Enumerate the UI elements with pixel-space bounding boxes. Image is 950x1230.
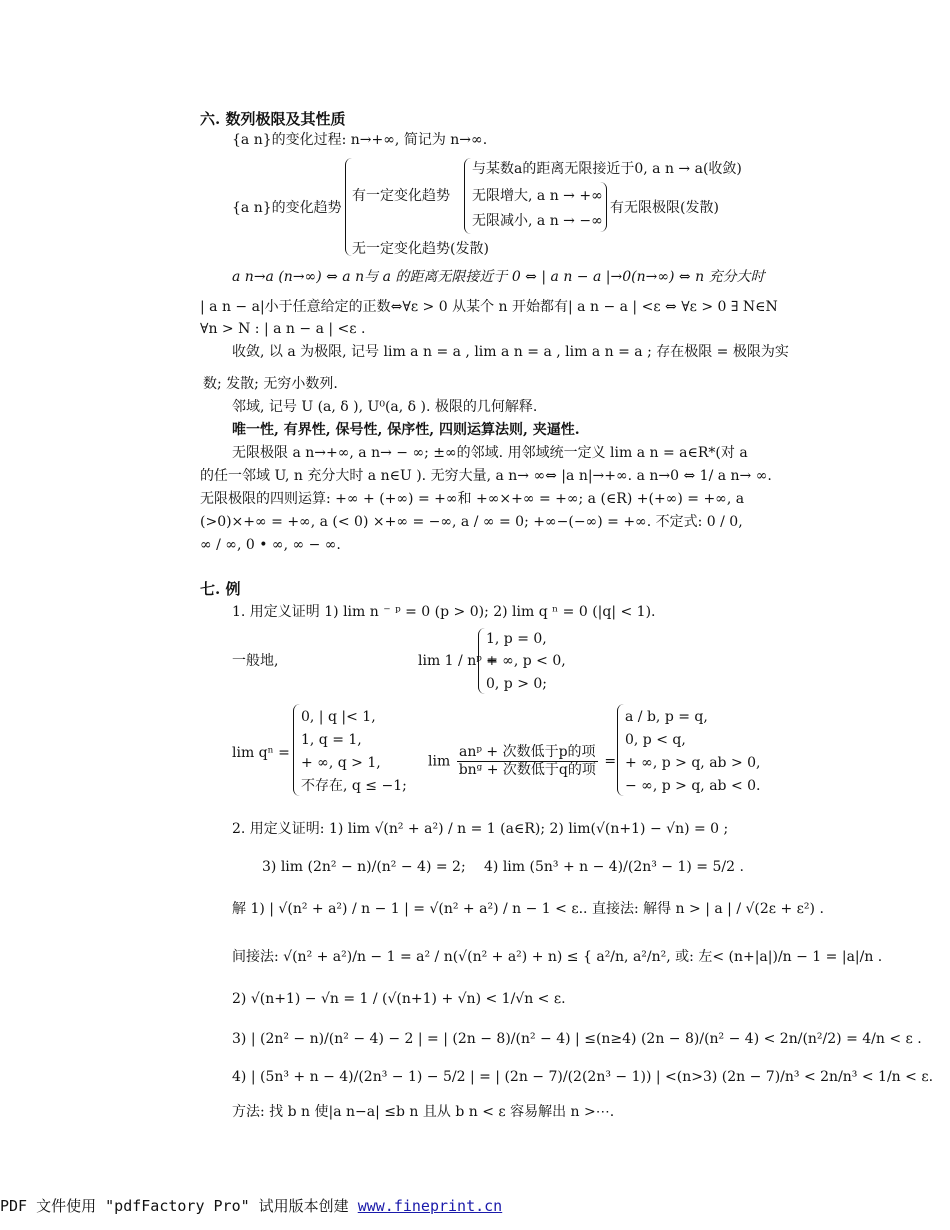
trend-label: {a n}的变化趋势: [232, 200, 342, 216]
example-2: 2. 用定义证明: 1) lim √(n² + a²) / n = 1 (a∈R); 2) lim(√(n+1) − √n) = 0 ;: [232, 821, 729, 837]
method-line: 方法: 找 b n 使|a n−a| ≤b n 且从 b n < ε 容易解出 n >⋯.: [232, 1104, 615, 1120]
lim-n-p-case-1: 1, p = 0,: [486, 631, 547, 647]
infinite-limit-line-4: (>0)×+∞ = +∞, a (< 0) ×+∞ = −∞, a / ∞ = 0; +∞−(−∞) = +∞. 不定式: 0 / 0,: [200, 514, 743, 530]
lim-rational-denominator: bnᵍ + 次数低于q的项: [458, 762, 596, 778]
definition-line-2: | a n − a|小于任意给定的正数⇔∀ε > 0 从某个 n 开始都有| a n − a | <ε ⇔ ∀ε > 0 ∃ N∈N: [200, 299, 778, 315]
definition-line-1: a n→a (n→∞) ⇔ a n与 a 的距离无限接近于 0 ⇔ | a n − a |→0(n→∞) ⇔ n 充分大时: [232, 269, 765, 285]
lim-rational-fraction: [457, 744, 598, 779]
properties-line: 唯一性, 有界性, 保号性, 保序性, 四则运算法则, 夹逼性.: [232, 422, 580, 438]
definition-line-3: ∀n > N : | a n − a | <ε .: [200, 321, 366, 337]
lim-q-lhs: lim qⁿ =: [232, 745, 290, 761]
lim-q-case-2: 1, q = 1,: [301, 732, 362, 748]
solution-indirect: 间接法: √(n² + a²)/n − 1 = a² / n(√(n² + a²) + n) ≤ { a²/n, a²/n², 或: 左< (n+|a|)/n − 1 = |a|/n .: [232, 949, 883, 965]
section-6-title: 六. 数列极限及其性质: [200, 110, 346, 128]
lim-n-p-case-3: 0, p > 0;: [486, 676, 548, 692]
example-1: 1. 用定义证明 1) lim n ⁻ ᵖ = 0 (p > 0); 2) lim q ⁿ = 0 (|q| < 1).: [232, 604, 656, 620]
lim-rational-case-2: 0, p < q,: [625, 732, 686, 748]
branch-has-trend: 有一定变化趋势: [352, 188, 450, 204]
solution-4: 4) | (5n³ + n − 4)/(2n³ − 1) − 5/2 | = | (2n − 7)/(2(2n³ − 1)) | <(n>3) (2n − 7)/n³ < 2n/n³ < 1/n < ε.: [232, 1069, 934, 1085]
lim-q-brace: [293, 704, 300, 796]
right-brace: [600, 182, 607, 232]
change-process-line: {a n}的变化过程: n→+∞, 简记为 n→∞.: [232, 132, 488, 148]
infinite-limit-line-5: ∞ / ∞, 0 • ∞, ∞ − ∞.: [200, 537, 341, 553]
solution-1: 解 1) | √(n² + a²) / n − 1 | = √(n² + a²) / n − 1 < ε.. 直接法: 解得 n > | a | / √(2ε + ε²) .: [232, 901, 824, 917]
general-label: 一般地,: [232, 653, 279, 669]
lim-n-p-brace: [478, 628, 485, 694]
lim-rational: lim $\frac{\text{anᵖ + 次数低于p的项}}{\text{bnᵍ + 次数低于q的项}}$ =: [428, 744, 617, 778]
branch-converge: 与某数a的距离无限接近于0, a n → a(收敛): [472, 161, 742, 177]
lim-rational-case-4: − ∞, p > q, ab < 0.: [625, 778, 761, 794]
infinite-limit-line-3: 无限极限的四则运算: +∞ + (+∞) = +∞和 +∞×+∞ = +∞; a (∈R) +(+∞) = +∞, a: [200, 491, 745, 507]
lim-q-case-3: + ∞, q > 1,: [301, 755, 381, 771]
lim-n-p-case-2: + ∞, p < 0,: [486, 653, 566, 669]
inner-brace: [464, 158, 471, 234]
example-2-part-4: 4) lim (5n³ + n − 4)/(2n³ − 1) = 5/2 .: [484, 859, 744, 875]
lim-rational-brace: [617, 704, 624, 796]
infinite-limit-line-2: 的任一邻域 U, n 充分大时 a n∈U ). 无穷大量, a n→ ∞⇔ |a n|→+∞. a n→0 ⇔ 1/ a n→ ∞.: [200, 468, 772, 484]
divergence-line: 数; 发散; 无穷小数列.: [203, 376, 338, 392]
lim-q-case-4: 不存在, q ≤ −1;: [301, 778, 407, 794]
lim-n-p-lhs: lim 1 / nᵖ =: [418, 653, 499, 669]
lim-rational-case-3: + ∞, p > q, ab > 0,: [625, 755, 761, 771]
branch-inf-neg: 无限减小, a n → −∞: [472, 213, 603, 229]
example-2-part-3: 3) lim (2n² − n)/(n² − 4) = 2;: [262, 859, 466, 875]
footer-link[interactable]: www.fineprint.cn: [357, 1197, 503, 1215]
infinite-limit-line-1: 无限极限 a n→+∞, a n→ − ∞; ±∞的邻域. 用邻域统一定义 lim a n = a∈R*(对 a: [232, 445, 748, 461]
outer-brace: [345, 158, 352, 256]
branch-infinite-limit: 有无限极限(发散): [610, 200, 719, 216]
footer-text: PDF 文件使用 "pdfFactory Pro" 试用版本创建: [0, 1197, 349, 1215]
section-7-title: 七. 例: [200, 580, 241, 598]
pdf-footer: [0, 1195, 502, 1216]
convergence-line: 收敛, 以 a 为极限, 记号 lim a n = a , lim a n = a , lim a n = a ; 存在极限 = 极限为实: [232, 344, 789, 360]
branch-inf-pos: 无限增大, a n → +∞: [472, 188, 603, 204]
neighborhood-line: 邻域, 记号 U (a, δ ), U⁰(a, δ ). 极限的几何解释.: [232, 399, 538, 415]
solution-3: 3) | (2n² − n)/(n² − 4) − 2 | = | (2n − 8)/(n² − 4) | ≤(n≥4) (2n − 8)/(n² − 4) < 2n/(n²/2) = 4/n < ε .: [232, 1031, 922, 1047]
lim-q-case-1: 0, | q |< 1,: [301, 709, 376, 725]
branch-no-trend: 无一定变化趋势(发散): [352, 241, 489, 257]
lim-rational-case-1: a / b, p = q,: [625, 709, 708, 725]
solution-2: 2) √(n+1) − √n = 1 / (√(n+1) + √n) < 1/√n < ε.: [232, 991, 566, 1007]
lim-rational-numerator: anᵖ + 次数低于p的项: [457, 744, 598, 762]
